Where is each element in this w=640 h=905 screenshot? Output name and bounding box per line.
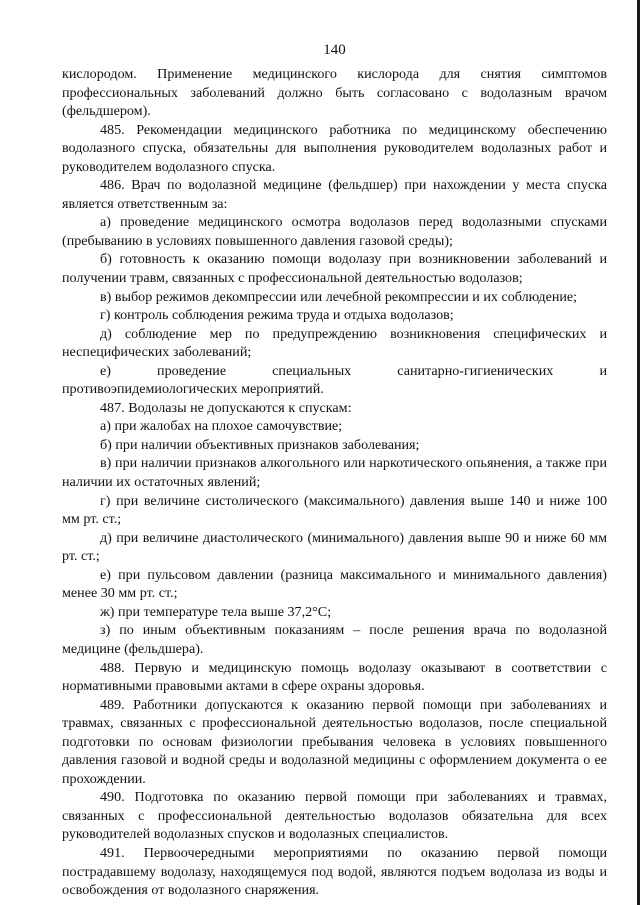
list-item-486-g: г) контроль соблюдения режима труда и отдыха водолазов; xyxy=(100,307,454,324)
list-item-486-d: д) соблюдение мер по предупреждению возникновения специфических и неспецифических заболеваний; xyxy=(62,325,607,361)
paragraph-490: 490. Подготовка по оказанию первой помощи при заболеваниях и травмах, связанных с профессиональной деятельностью водолазов обязательна для всех руководителей водолазных спусков и водолазных специалистов. xyxy=(62,789,607,843)
list-item-486-e: е) проведение специальных санитарно-гигиенических и противоэпидемиологических мероприятий. xyxy=(62,362,607,398)
list-item-487-e: е) при пульсовом давлении (разница максимального и минимального давления) менее 30 мм рт. ст.; xyxy=(62,566,607,602)
paragraph-488: 488. Первую и медицинскую помощь водолазу оказывают в соответствии с нормативными правовыми актами в сфере охраны здоровья. xyxy=(62,659,607,695)
list-item-486-a: а) проведение медицинского осмотра водолазов перед водолазными спусками (пребыванию в условиях повышенного давления газовой среды); xyxy=(62,214,607,249)
paragraph-continuation: кислородом. Применение медицинского кислорода для снятия симптомов профессиональных заболеваний должно быть согласовано с водолазным врачом (фельдшером). xyxy=(62,66,607,120)
list-item-487-zh: ж) при температуре тела выше 37,2°С; xyxy=(100,603,332,620)
paragraph-486: 486. Врач по водолазной медицине (фельдшер) при нахождении у места спуска является ответственным за: xyxy=(62,177,607,212)
paragraph-487: 487. Водолазы не допускаются к спускам: xyxy=(100,399,352,416)
body-text xyxy=(62,65,607,900)
list-item-487-a: а) при жалобах на плохое самочувствие; xyxy=(100,418,343,435)
page-number: 140 xyxy=(323,42,346,58)
list-item-486-v: в) выбор режимов декомпрессии или лечебной рекомпрессии и их соблюдение; xyxy=(100,288,578,305)
paragraph-485: 485. Рекомендации медицинского работника по медицинскому обеспечению водолазного спуска, обязательны для выполнения руководителем водолазных работ и руководителем водолазного спуска. xyxy=(62,121,607,175)
list-item-487-v: в) при наличии признаков алкогольного или наркотического опьянения, а также при наличии их остаточных явлений; xyxy=(62,455,607,491)
list-item-487-d: д) при величине диастолического (минимального) давления выше 90 и ниже 60 мм рт. ст.; xyxy=(62,529,607,565)
paragraph-491: 491. Первоочередными мероприятиями по оказанию первой помощи пострадавшему водолазу, находящемуся под водой, являются подъем водолаза из воды и освобождения от водолазного снаряжения. xyxy=(62,844,607,899)
list-item-487-b: б) при наличии объективных признаков заболевания; xyxy=(100,436,420,453)
list-item-487-z: з) по иным объективным показаниям – после решения врача по водолазной медицине (фельдшера). xyxy=(62,622,607,657)
paragraph-489: 489. Работники допускаются к оказанию первой помощи при заболеваниях и травмах, связанных с профессиональной деятельностью водолазов, после специальной подготовки по основам физиологии пребывания человека в условиях повышенного давления газовой и водной среды и водолазной медицины с оформлением документа о ее прохождении. xyxy=(62,696,607,787)
list-item-486-b: б) готовность к оказанию помощи водолазу при возникновении заболеваний и получении травм, связанных с профессиональной деятельностью водолазов; xyxy=(62,251,607,287)
list-item-487-g: г) при величине систолического (максимального) давления выше 140 и ниже 100 мм рт. ст.; xyxy=(62,492,607,528)
